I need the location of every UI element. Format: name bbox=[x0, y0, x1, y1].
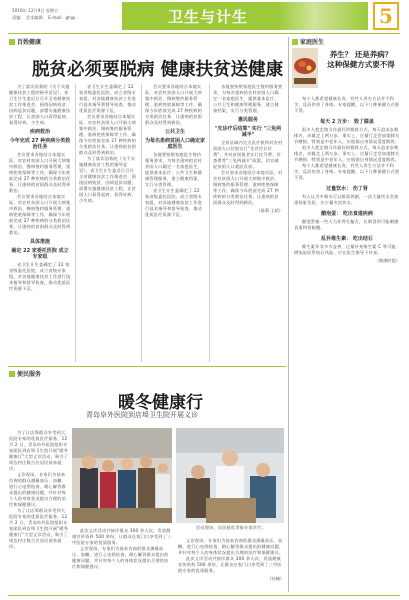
bottom-subheadline: 青岛阜外医院到店埠卫生院开展义诊 bbox=[86, 411, 198, 419]
article-col-3 bbox=[145, 84, 205, 362]
bottom-paragraph-1: 为了让店埠群众享受到大医院专家的优质医疗服务，12 月 2 日，青岛阜外医院组织专家团队到店埠卫生院开展"暖冬健康行"大型义诊活动，吸引了周边村庄数百名居民前来就诊。 bbox=[9, 430, 69, 471]
section-marker bbox=[9, 39, 15, 45]
bottom-paragraph-3: 为了让店埠群众享受到大医院专家的优质医疗服务，12 月 2 日，青岛阜外医院组织专家团队到店埠卫生院开展"暖冬健康行"大型义诊活动，吸引了周边村庄数百名居民前来就诊。 bbox=[9, 508, 69, 549]
subhead-measures-detail: 确定 22 家委托医院 成立专家组 bbox=[11, 248, 69, 260]
section-label: 便民服务 bbox=[17, 371, 42, 378]
bottom-col-3 bbox=[178, 538, 284, 592]
sidebar-paragraph-water: 有人认为多喝水可以排毒养颜，一次大量饮水会加重肾脏负担，应少量多次饮水。 bbox=[294, 194, 399, 205]
subhead-treatment: 疾病救治 bbox=[29, 129, 50, 135]
article-col-1 bbox=[9, 84, 71, 362]
sidebar-paragraph-vitamins: 维生素并非多多益善，过量补充维生素 C 等可能增加泌尿系结石风险，应在医生指导下补充。 bbox=[294, 244, 396, 255]
column-divider bbox=[141, 84, 142, 362]
paragraph-service: 全省县域内定点医疗机构对农村贫困人口住院实行"先诊疗后付费"，并对贫困患者实行挂号费、诊查费等"三免两减半"政策，切实减轻贫困人口就医负担。 bbox=[213, 140, 283, 169]
section-label: 家庭医生 bbox=[300, 39, 325, 46]
bottom-paragraph-6: 义诊现场，专家们为前来咨询的群众测量血压、血糖，进行心电图检查，耐心解答群众提出的健康问题，并针对每个人的身体状况提出合理的治疗和保健建议。 bbox=[178, 538, 284, 555]
bottom-paragraph-7: 此次义诊活动共接诊群众 300 余人次，发放健康宣传资料 500 余份，让群众在家门口享受到了三甲医院专家的优质服务。 bbox=[178, 556, 282, 573]
bottom-col-1 bbox=[9, 430, 69, 592]
sidebar-article bbox=[294, 96, 400, 566]
sidebar-paragraph-vinegar-egg: 醋泡蛋被一些人当作养生偏方，长期食用可能刺激食道和胃黏膜。 bbox=[294, 219, 399, 230]
main-headline: 脱贫必须要脱病 健康扶贫送健康 bbox=[32, 60, 284, 80]
subhead-measures: 具体措施 bbox=[29, 239, 50, 245]
banner-decoration bbox=[278, 2, 368, 30]
clinic-crowd-photo bbox=[72, 428, 172, 523]
sidebar-title-line-2: 这种保健方式要不得 bbox=[327, 60, 395, 69]
photo-caption bbox=[178, 525, 284, 535]
caption-text: 活动现场，居民排队等候专家诊疗。 bbox=[195, 525, 267, 530]
subhead-public-health: 公共卫生 bbox=[164, 129, 185, 135]
section-title: 卫生与计生 bbox=[168, 8, 249, 26]
bottom-col-2 bbox=[72, 528, 172, 592]
bottom-headline: 暖冬健康行 bbox=[118, 393, 203, 413]
section-head-health bbox=[9, 37, 41, 46]
sidebar-title-line-1: 养生？ 还是养病？ bbox=[329, 50, 393, 59]
sidebar-title-block bbox=[320, 50, 402, 90]
paragraph-col2: 省卫生计生委确定了 22 家省级委托医院，成立省级专家组，对各地健康扶贫工作进行技术指导和督导检查，推动优质医疗资源下沉。 bbox=[79, 84, 137, 113]
sidebar-subhead-water: 过量饮水： 伤了肾 bbox=[326, 186, 368, 192]
paragraph-col2-c: 为了落实国务院《关于实施健康扶贫工程的指导意见》，省卫生计生委近日召开全省健康扶贫工作推进会，围绕因病致贫、因病返贫问题，部署实施健康扶贫工程，让贫困人口看得起病、看得好病、少生病。 bbox=[79, 156, 137, 203]
sidebar-paragraph-walking-2: 很多人把走路当作最好的锻炼方式，每天追求步数排名，动辄走上两万步。事实上，过量行走会加重膝关节磨损，特别是中老年人，应根据自身情况适度锻炼。 bbox=[294, 145, 400, 162]
article-col-4 bbox=[213, 84, 283, 362]
bottom-paragraph-4: 此次义诊活动共接诊群众 300 余人次，发放健康宣传资料 500 余份，让群众在家门口享受到了三甲医院专家的优质服务。 bbox=[72, 528, 172, 545]
sidebar-paragraph-walking-3: 每个人都希望健康长寿，有些人养生方法并不科学，反而伤害了身体。专家提醒，以下几种保健方式要不得。 bbox=[294, 163, 400, 180]
section-label: 百姓健康 bbox=[17, 39, 42, 46]
lead-paragraph: 为了落实国务院《关于实施健康扶贫工程的指导意见》，省卫生计生委近日召开全省健康扶贫工作推进会，围绕因病致贫、因病返贫问题，部署实施健康扶贫工程，让贫困人口看得起病、看得好病、少生病。 bbox=[9, 84, 71, 125]
paragraph-col3: 会议要求各地结合本地实际，对农村贫困人口开展大病集中救治、慢病签约服务管理、重病兜底保障等工作，确保今年底前完成 27 种疾病的分类救治任务，让患病的贫困群众及时得到救治。 bbox=[145, 84, 203, 125]
section-marker bbox=[292, 39, 298, 45]
sidebar-author: （健康时报） bbox=[374, 258, 400, 263]
paragraph-treatment: 会议要求各地结合本地实际，对农村贫困人口开展大病集中救治、慢病签约服务管理、重病兜底保障等工作，确保今年底前完成 27 种疾病的分类救治任务，让患病的贫困群众及时得到救治。 bbox=[9, 152, 71, 193]
section-head-service bbox=[9, 369, 41, 378]
article-author: （陈莉 王晴） bbox=[256, 208, 283, 213]
page-header bbox=[0, 0, 409, 32]
subhead-public-health-detail: 为每名患病贫困人口确定家庭医生 bbox=[145, 138, 205, 150]
article-col-2 bbox=[79, 84, 137, 362]
paragraph-public-health: 各地要按照家庭医生签约服务要求，为每名患病的农村贫困人口确定一名家庭医生，提供基本医疗、公共卫生和健康管理服务，建立健康档案，实行分类管理。 bbox=[145, 152, 203, 187]
sidebar-subhead-vitamins: 乱补维生素： 吃出结石 bbox=[321, 236, 373, 242]
subhead-service: 惠民服务 bbox=[237, 117, 258, 123]
sidebar-intro: 每个人都希望健康长寿，有些人养生方法并不科学，反而伤害了身体。专家提醒，以下几种保健方式要不得。 bbox=[294, 96, 400, 113]
bottom-paragraph-5: 义诊现场，专家们为前来咨询的群众测量血压、血糖，进行心电图检查，耐心解答群众提出的健康问题，并针对每个人的身体状况提出合理的治疗和保健建议。 bbox=[72, 546, 169, 569]
bottom-author: （孙楠） bbox=[267, 576, 284, 581]
column-divider bbox=[209, 84, 210, 362]
sidebar-subhead-walking: 每天 2 万步： 毁了膝盖 bbox=[320, 119, 374, 125]
page-number: 5 bbox=[379, 4, 393, 28]
paragraph-col4: 各地要按照家庭医生签约服务要求，为每名患病的农村贫困人口确定一名家庭医生，提供基本医疗、公共卫生和健康管理服务，建立健康档案，实行分类管理。 bbox=[213, 84, 283, 113]
section-banner bbox=[122, 2, 368, 30]
sidebar-divider bbox=[288, 37, 289, 592]
section-head-family-doctor bbox=[292, 37, 324, 46]
food-photo bbox=[292, 48, 318, 88]
issue-date: 2016年 12月9日 星期五 bbox=[12, 8, 59, 13]
sidebar-subhead-vinegar-egg: 醋泡蛋： 吃出食道疾病 bbox=[321, 211, 373, 217]
paragraph-measures: 省卫生计生委确定了 22 家省级委托医院，成立省级专家组，对各地健康扶贫工作进行技术指导和督导检查，推动优质医疗资源下沉。 bbox=[9, 262, 71, 291]
paragraph-service-2: 会议要求各地结合本地实际，对农村贫困人口开展大病集中救治、慢病签约服务管理、重病兜底保障等工作，确保今年底前完成 27 种疾病的分类救治任务，让患病的贫困群众及时得到救治。 bbox=[213, 170, 283, 205]
subhead-treatment-detail: 今年完成 27 种疾病分类救治任务 bbox=[9, 138, 71, 150]
paragraph-public-health-2: 省卫生计生委确定了 22 家省级委托医院，成立省级专家组，对各地健康扶贫工作进行技术指导和督导检查，推动优质医疗资源下沉。 bbox=[145, 188, 203, 217]
column-divider bbox=[75, 84, 76, 362]
editor-line: 责编： 美术编辑： E-mail：gh@... bbox=[12, 15, 79, 20]
header-rule bbox=[8, 33, 400, 34]
bottom-paragraph-2: 义诊现场，专家们为前来咨询的群众测量血压、血糖，进行心电图检查，耐心解答群众提出的健康问题，并针对每个人的身体状况提出合理的治疗和保健建议。 bbox=[9, 472, 67, 507]
paragraph-treatment-2: 会议要求各地结合本地实际，对农村贫困人口开展大病集中救治、慢病签约服务管理、重病兜底保障等工作，确保今年底前完成 27 种疾病的分类救治任务，让患病的贫困群众及时得到救治。 bbox=[9, 194, 71, 235]
paragraph-col2-b: 会议要求各地结合本地实际，对农村贫困人口开展大病集中救治、慢病签约服务管理、重病兜底保障等工作，确保今年底前完成 27 种疾病的分类救治任务，让患病的贫困群众及时得到救治。 bbox=[79, 114, 137, 155]
sidebar-paragraph-walking: 很多人把走路当作最好的锻炼方式，每天追求步数排名，动辄走上两万步。事实上，过量行走会加重膝关节磨损，特别是中老年人，应根据自身情况适度锻炼。 bbox=[294, 127, 400, 144]
footer-rule bbox=[8, 595, 400, 596]
subhead-service-detail: "先诊疗后结算" 实行 "三免两减半" bbox=[214, 126, 282, 138]
bottom-section-rule bbox=[8, 366, 286, 367]
page-number-box bbox=[373, 2, 399, 30]
section-marker bbox=[9, 371, 15, 377]
doctor-consultation-photo bbox=[176, 428, 284, 523]
